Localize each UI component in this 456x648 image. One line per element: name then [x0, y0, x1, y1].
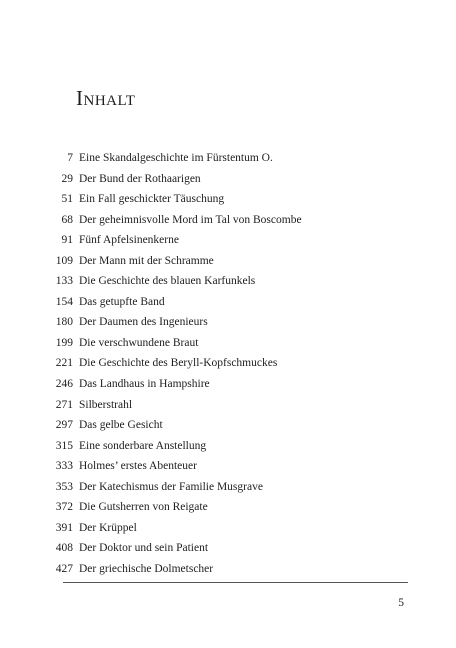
toc-chapter-title: Die verschwundene Braut	[79, 336, 199, 349]
toc-page-number: 408	[55, 542, 73, 555]
toc-entry	[0, 148, 456, 169]
toc-chapter-title: Der Doktor und sein Patient	[79, 542, 209, 555]
toc-chapter-title: Das getupfte Band	[79, 295, 165, 308]
toc-entry	[0, 353, 456, 374]
toc-chapter-title: Der geheimnisvolle Mord im Tal von Boscombe	[79, 213, 302, 226]
toc-page-number: 297	[55, 419, 73, 432]
toc-chapter-title: Eine Skandalgeschichte im Fürstentum O.	[79, 152, 273, 164]
toc-page-number: 199	[55, 336, 73, 349]
toc-entry	[0, 395, 456, 416]
toc-page-number: 154	[55, 295, 73, 308]
toc-chapter-title: Der Daumen des Ingenieurs	[79, 316, 208, 329]
toc-entry	[0, 210, 456, 231]
toc-entry	[0, 374, 456, 395]
toc-page-number: 68	[61, 213, 73, 226]
toc-chapter-title: Der Bund der Rothaarigen	[79, 172, 201, 185]
toc-entry	[0, 230, 456, 251]
page-number: 5	[398, 597, 404, 609]
toc-page-number: 427	[55, 562, 73, 575]
toc-page-number: 391	[55, 521, 73, 534]
footer-rule	[63, 582, 408, 583]
toc-page-number: 109	[55, 254, 73, 267]
page-title: Inhalt	[76, 86, 136, 110]
toc-chapter-title: Das gelbe Gesicht	[79, 419, 163, 432]
toc-chapter-title: Eine sonderbare Anstellung	[79, 439, 207, 452]
toc-page-number: 29	[61, 172, 73, 185]
toc-entry	[0, 271, 456, 292]
toc-page-number: 246	[55, 378, 73, 391]
toc-entry	[0, 538, 456, 559]
toc-entry	[0, 312, 456, 333]
toc-entry	[0, 559, 456, 580]
toc-chapter-title: Das Landhaus in Hampshire	[79, 378, 210, 391]
toc-entry	[0, 251, 456, 272]
toc-entry	[0, 497, 456, 518]
toc-chapter-title: Der Krüppel	[79, 521, 137, 534]
toc-entry	[0, 436, 456, 457]
toc-entry	[0, 415, 456, 436]
toc-entry	[0, 169, 456, 190]
toc-entry	[0, 292, 456, 313]
toc-page-number: 271	[55, 398, 73, 411]
toc-page-number: 372	[55, 501, 73, 514]
toc-chapter-title: Der Katechismus der Familie Musgrave	[79, 480, 263, 493]
toc-chapter-title: Der griechische Dolmetscher	[79, 562, 214, 575]
toc-entry	[0, 477, 456, 498]
toc-entry	[0, 518, 456, 539]
toc-chapter-title: Die Geschichte des Beryll-Kopfschmuckes	[79, 357, 278, 370]
toc-page-number: 91	[61, 234, 73, 247]
toc-page-number: 315	[55, 439, 73, 452]
toc-chapter-title: Holmes’ erstes Abenteuer	[79, 460, 197, 473]
toc-page-number: 333	[55, 460, 73, 473]
toc-chapter-title: Ein Fall geschickter Täuschung	[79, 193, 225, 206]
toc-page-number: 51	[61, 193, 73, 206]
toc-page-number: 180	[55, 316, 73, 329]
toc-page-number: 221	[55, 357, 73, 370]
table-of-contents	[0, 148, 456, 579]
toc-page-number: 7	[67, 152, 73, 164]
toc-entry	[0, 456, 456, 477]
toc-chapter-title: Die Geschichte des blauen Karfunkels	[79, 275, 256, 288]
toc-page-number: 353	[55, 480, 73, 493]
toc-chapter-title: Silberstrahl	[79, 398, 133, 411]
toc-entry	[0, 333, 456, 354]
toc-chapter-title: Die Gutsherren von Reigate	[79, 501, 208, 514]
toc-chapter-title: Fünf Apfelsinenkerne	[79, 234, 179, 247]
toc-page-number: 133	[55, 275, 73, 288]
toc-chapter-title: Der Mann mit der Schramme	[79, 254, 214, 267]
toc-entry	[0, 189, 456, 210]
